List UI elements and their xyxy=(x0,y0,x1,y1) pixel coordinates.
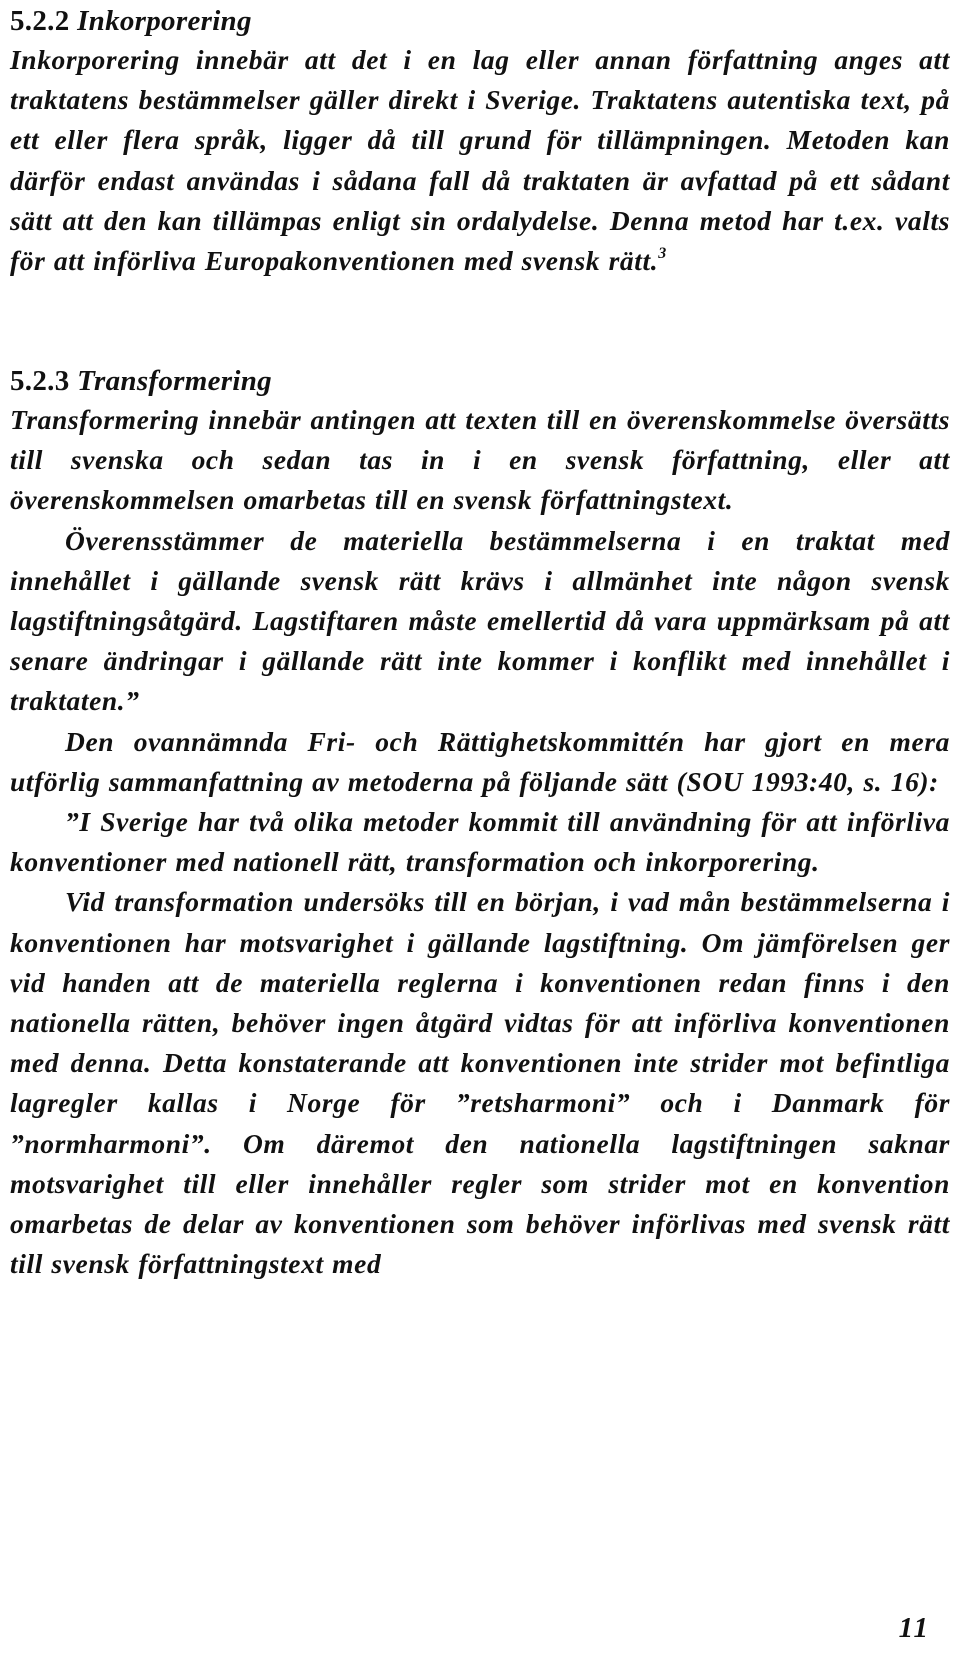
section-heading xyxy=(10,2,950,40)
emphasized-term: transformation xyxy=(114,886,295,918)
heading-number: 5.2.3 xyxy=(10,365,70,397)
quote-paragraph xyxy=(10,802,950,882)
quote-text: ”I Sverige har två olika metoder kommit till användning för att införliva konventioner med nationell rätt, xyxy=(10,806,950,878)
emphasized-term: transformation xyxy=(405,846,586,878)
quote-text: Vid xyxy=(65,886,115,918)
footnote-reference[interactable]: 3 xyxy=(658,245,667,263)
page-number: 11 xyxy=(898,1612,930,1644)
body-paragraph: Överensstämmer de materiella bestämmelserna i en traktat med innehållet i gällande svensk rätt krävs i allmänhet inte någon svensk lagstiftningsåtgärd. Lagstiftaren måste emellertid då vara uppmärksam på att senare ändringar i gällande rätt inte kommer i konflikt med innehållet i traktaten.” xyxy=(10,524,950,717)
body-paragraph: Transformering innebär antingen att texten till en överenskommelse översätts till svenska och sedan tas in i en svensk författning, eller att överenskommelsen omarbetas till en svensk författningstext. xyxy=(10,404,950,516)
section-inkorporering xyxy=(10,2,950,281)
section-heading xyxy=(10,362,950,400)
body-paragraph xyxy=(10,40,950,281)
quote-text: och xyxy=(585,846,646,878)
body-paragraph: Den ovannämnda Fri- och Rättighetskommittén har gjort en mera utförlig sammanfattning av metoderna på följande sätt (SOU 1993:40, s. 16): xyxy=(10,725,950,797)
heading-title: Inkorporering xyxy=(77,5,252,37)
quote-paragraph xyxy=(10,882,950,1284)
quote-text: . xyxy=(812,846,820,878)
heading-title: Transformering xyxy=(77,365,272,397)
quote-text: undersöks till en början, i vad mån bestämmelserna i konventionen har motsvarighet i gällande lagstiftning. Om jämförelsen ger vid handen att de materiella reglerna i konventionen redan finns i den nationella rätten, behöver ingen åtgärd vidtas för att införliva konventionen med denna. Detta konstaterande att konventionen inte strider mot befintliga lagregler kallas i Norge för ”retsharmoni” och i Danmark för ”normharmoni”. Om däremot den nationella lagstiftningen saknar motsvarighet till eller innehåller regler som strider mot en konvention omarbetas de delar av konventionen som behöver införlivas med svensk rätt till svensk författningstext med xyxy=(10,886,950,1280)
heading-number: 5.2.2 xyxy=(10,5,70,37)
emphasized-term: inkorporering xyxy=(645,846,813,878)
section-transformering xyxy=(10,362,950,1284)
paragraph-text: Inkorporering innebär att det i en lag eller annan författning anges att traktatens bestämmelser gäller direkt i Sverige. Traktatens autentiska text, på ett eller flera språk, ligger då till grund för tillämpningen. Metoden kan därför endast användas i sådana fall då traktaten är avfattad på ett sådant sätt att den kan tillämpas enligt sin ordalydelse. Denna metod har t.ex. valts för att införliva Europakonventionen med svensk rätt. xyxy=(10,44,950,277)
